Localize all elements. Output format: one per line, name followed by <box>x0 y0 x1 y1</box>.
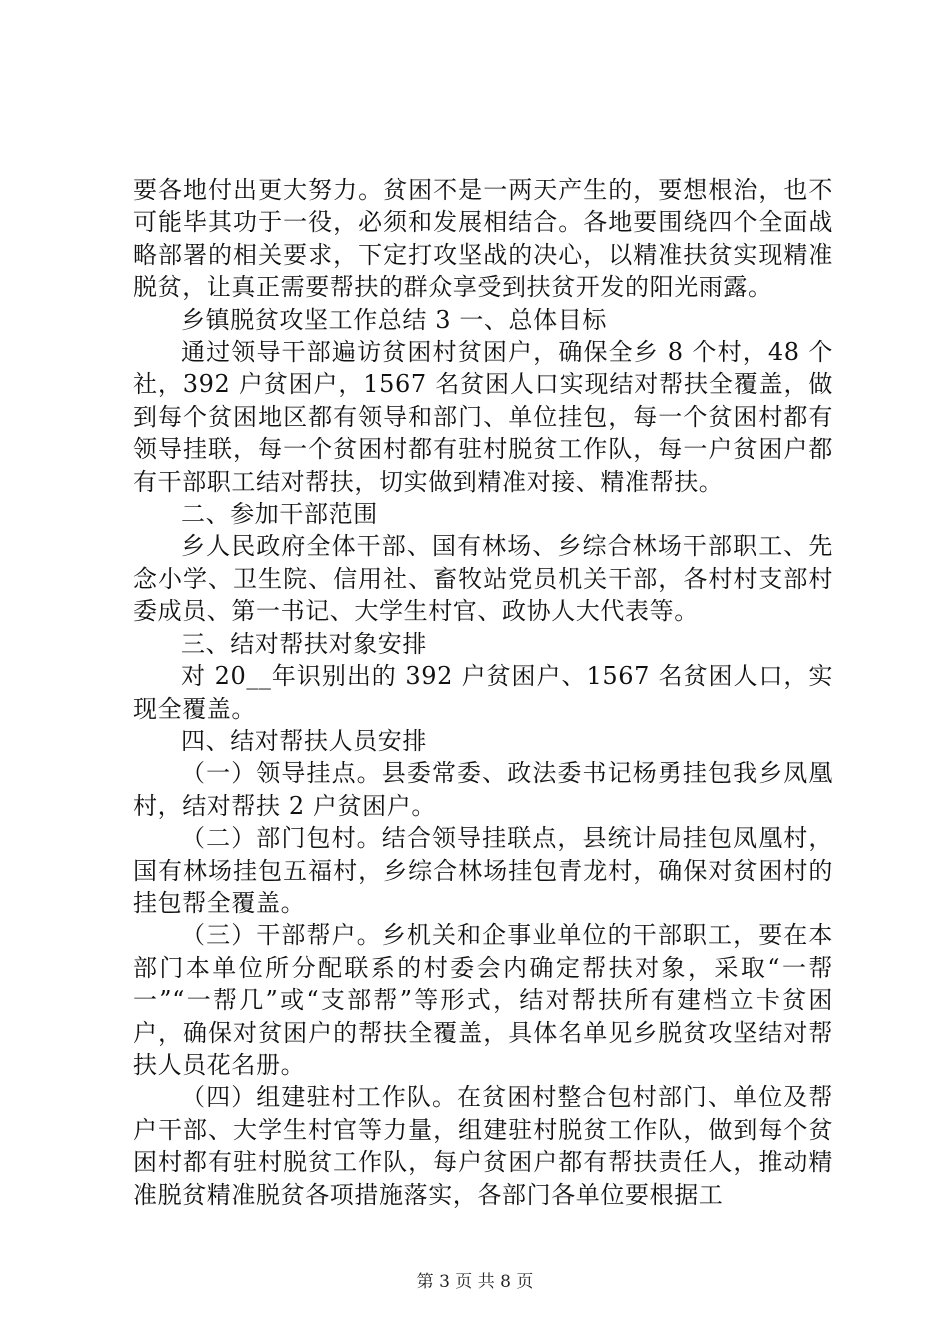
paragraph: （一）领导挂点。县委常委、政法委书记杨勇挂包我乡凤凰村，结对帮扶 2 户贫困户。 <box>133 759 833 820</box>
section-heading: 四、结对帮扶人员安排 <box>181 726 427 755</box>
section-heading: 二、参加干部范围 <box>181 500 378 529</box>
paragraph: 要各地付出更大努力。贫困不是一两天产生的，要想根治，也不可能毕其功于一役，必须和发展相结合。各地要围绕四个全面战略部署的相关要求，下定打攻坚战的决心，以精准扶贫实现精准脱贫，让真正需要帮扶的群众享受到扶贫开发的阳光雨露。 <box>133 176 833 302</box>
section-heading: 三、结对帮扶对象安排 <box>181 629 427 658</box>
paragraph: 通过领导干部遍访贫困村贫困户，确保全乡 8 个村，48 个社，392 户贫困户，1567 名贫困人口实现结对帮扶全覆盖，做到每个贫困地区都有领导和部门、单位挂包，每一个贫困村都有领导挂联，每一个贫困村都有驻村脱贫工作队，每一户贫困户都有干部职工结对帮扶，切实做到精准对接、精准帮扶。 <box>133 338 833 496</box>
paragraph: （四）组建驻村工作队。在贫困村整合包村部门、单位及帮户干部、大学生村官等力量，组建驻村脱贫工作队，做到每个贫困村都有驻村脱贫工作队，每户贫困户都有帮扶责任人，推动精准脱贫精准脱贫各项措施落实，各部门各单位要根据工 <box>133 1083 833 1209</box>
document-body <box>133 174 833 1211</box>
section-heading: 乡镇脱贫攻坚工作总结 3 一、总体目标 <box>181 305 607 334</box>
paragraph: 对 20__年识别出的 392 户贫困户、1567 名贫困人口，实现全覆盖。 <box>133 662 833 723</box>
paragraph: （三）干部帮户。乡机关和企事业单位的干部职工，要在本部门本单位所分配联系的村委会内确定帮扶对象，采取“一帮一”“一帮几”或“支部帮”等形式，结对帮扶所有建档立卡贫困户，确保对贫困户的帮扶全覆盖，具体名单见乡脱贫攻坚结对帮扶人员花名册。 <box>133 921 833 1079</box>
paragraph: 乡人民政府全体干部、国有林场、乡综合林场干部职工、先念小学、卫生院、信用社、畜牧站党员机关干部，各村村支部村委成员、第一书记、大学生村官、政协人大代表等。 <box>133 532 833 626</box>
paragraph: （二）部门包村。结合领导挂联点，县统计局挂包凤凰村，国有林场挂包五福村，乡综合林场挂包青龙村，确保对贫困村的挂包帮全覆盖。 <box>133 824 833 917</box>
page-number-footer: 第 3 页 共 8 页 <box>416 1272 534 1292</box>
